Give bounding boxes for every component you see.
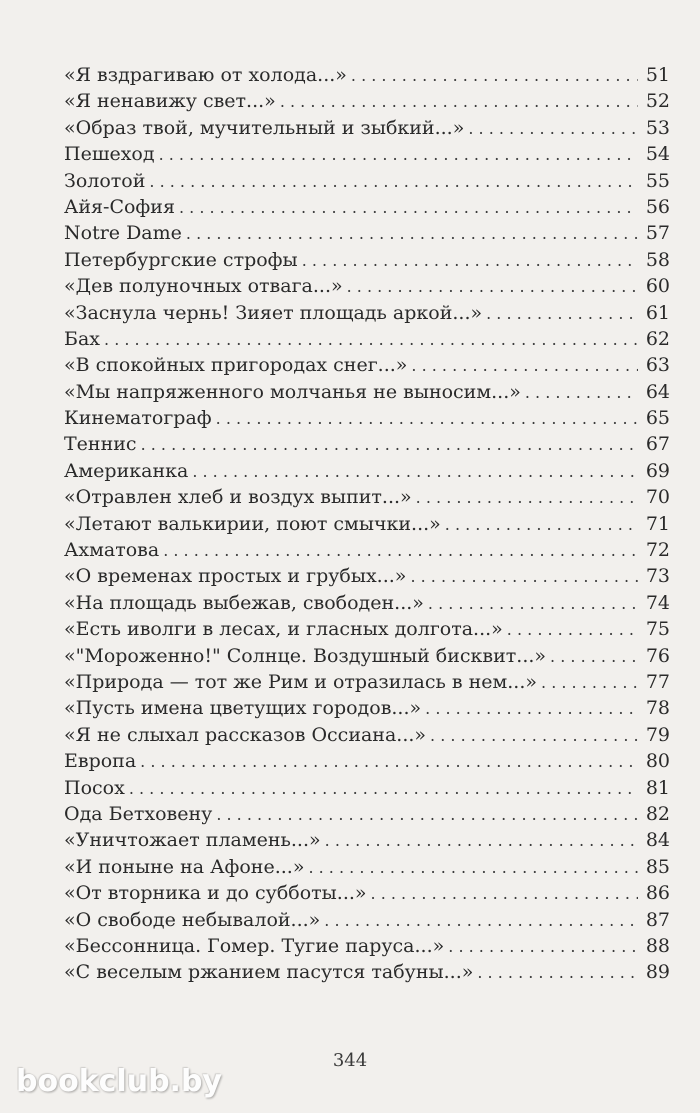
toc-entry-title: Ода Бетховену (64, 802, 213, 825)
toc-entry (64, 801, 670, 827)
toc-entry-page: 88 (645, 934, 670, 957)
toc-entry-title: «Дев полуночных отвага...» (64, 275, 343, 298)
toc-entry-title: «Летают валькирии, поют смычки...» (64, 512, 441, 535)
toc-entry-page: 61 (645, 301, 670, 324)
toc-entry (64, 168, 670, 194)
toc-entry (64, 511, 670, 537)
toc-entry-page: 75 (645, 618, 670, 641)
toc-entry-title: Теннис (64, 433, 137, 456)
toc-entry-page: 79 (645, 723, 670, 746)
toc-entry-page: 60 (645, 275, 670, 298)
toc-entry (64, 247, 670, 273)
toc-dot-leader (280, 89, 638, 115)
toc-entry-title: Notre Dame (64, 222, 182, 245)
toc-dot-leader (308, 855, 638, 881)
toc-dot-leader (324, 908, 638, 934)
toc-entry-title: «О временах простых и грубых...» (64, 565, 407, 588)
toc-dot-leader (179, 195, 638, 221)
toc-entry (64, 643, 670, 669)
toc-entry-title: Бах (64, 327, 101, 350)
toc-entry-page: 55 (645, 169, 670, 192)
toc-entry-page: 51 (645, 64, 670, 86)
toc-entry-title: «С веселым ржанием пасутся табуны...» (64, 961, 474, 984)
toc-entry (64, 458, 670, 484)
toc-entry-page: 81 (645, 776, 670, 799)
toc-entry (64, 115, 670, 141)
toc-entry-page: 84 (645, 829, 670, 852)
toc-dot-leader (371, 881, 638, 907)
toc-entry-page: 69 (645, 459, 670, 482)
toc-entry-title: «От вторника и до субботы...» (64, 882, 367, 905)
toc-entry (64, 854, 670, 880)
toc-entry-title: Пешеход (64, 143, 155, 166)
toc-dot-leader (507, 617, 638, 643)
toc-dot-leader (186, 221, 638, 247)
toc-entry-page: 85 (645, 855, 670, 878)
toc-entry-title: Кинематограф (64, 407, 212, 430)
watermark: bookclub.by (16, 1064, 222, 1099)
toc-entry (64, 880, 670, 906)
toc-entry-title: «Образ твой, мучительный и зыбкий...» (64, 116, 465, 139)
toc-entry-title: «Природа — тот же Рим и отразилась в нем...» (64, 670, 538, 693)
toc-dot-leader (216, 802, 638, 828)
toc-entry-title: «Мы напряженного молчанья не выносим...» (64, 380, 521, 403)
toc-dot-leader (541, 670, 638, 696)
toc-entry-page: 80 (645, 750, 670, 773)
toc-entry-title: «Уничтожает пламень...» (64, 829, 321, 852)
toc-entry-page: 58 (645, 248, 670, 271)
toc-entry (64, 88, 670, 114)
toc-entry (64, 590, 670, 616)
toc-entry (64, 326, 670, 352)
toc-entry (64, 775, 670, 801)
toc-entry-title: «Заснула чернь! Зияет площадь аркой...» (64, 301, 483, 324)
toc-dot-leader (410, 564, 638, 590)
toc-dot-leader (302, 248, 638, 274)
toc-entry-title: Ахматова (64, 539, 160, 562)
toc-entry (64, 827, 670, 853)
toc-entry-page: 73 (645, 565, 670, 588)
toc-dot-leader (192, 459, 638, 485)
toc-entry (64, 405, 670, 431)
toc-dot-leader (416, 485, 638, 511)
toc-entry-title: «Я вздрагиваю от холода...» (64, 64, 347, 86)
toc-entry-page: 54 (645, 143, 670, 166)
toc-entry-title: «Бессонница. Гомер. Тугие паруса...» (64, 934, 445, 957)
page-number: 344 (332, 1050, 368, 1071)
toc-entry-title: «Пусть имена цветущих городов...» (64, 697, 422, 720)
toc-entry-page: 71 (645, 512, 670, 535)
toc-entry-title: Золотой (64, 169, 146, 192)
toc-entry-title: Айя-София (64, 195, 175, 218)
toc-entry-page: 74 (645, 591, 670, 614)
toc-entry-page: 67 (645, 433, 670, 456)
toc-entry-page: 56 (645, 195, 670, 218)
toc-entry (64, 220, 670, 246)
toc-entry-page: 86 (645, 882, 670, 905)
toc-entry (64, 563, 670, 589)
toc-dot-leader (141, 432, 638, 458)
toc-entry (64, 484, 670, 510)
toc-entry-page: 78 (645, 697, 670, 720)
toc-dot-leader (428, 591, 638, 617)
toc-entry-page: 64 (645, 380, 670, 403)
toc-entry-page: 70 (645, 486, 670, 509)
toc-entry-title: Петербургские строфы (64, 248, 298, 271)
toc-entry-page: 57 (645, 222, 670, 245)
toc-dot-leader (347, 274, 638, 300)
toc-entry-title: Посох (64, 776, 125, 799)
toc-entry-title: «Я ненавижу свет...» (64, 90, 276, 113)
toc-entry (64, 959, 670, 985)
toc-entry-page: 77 (645, 670, 670, 693)
toc-dot-leader (486, 301, 638, 327)
toc-entry (64, 352, 670, 378)
toc-entry-title: «На площадь выбежав, свободен...» (64, 591, 424, 614)
toc-entry (64, 537, 670, 563)
toc-entry (64, 616, 670, 642)
toc-dot-leader (140, 749, 638, 775)
toc-entry (64, 722, 670, 748)
toc-entry-title: «В спокойных пригородах снег...» (64, 354, 408, 377)
toc-entry-page: 52 (645, 90, 670, 113)
toc-entry-title: «О свободе небывалой...» (64, 908, 321, 931)
toc-entry (64, 748, 670, 774)
table-of-contents (64, 62, 670, 986)
toc-dot-leader (159, 142, 638, 168)
toc-dot-leader (216, 406, 638, 432)
toc-dot-leader (448, 934, 638, 960)
toc-entry (64, 669, 670, 695)
toc-entry (64, 194, 670, 220)
toc-dot-leader (149, 169, 638, 195)
toc-dot-leader (411, 353, 638, 379)
toc-entry-title: Американка (64, 459, 189, 482)
toc-entry (64, 273, 670, 299)
toc-dot-leader (430, 723, 638, 749)
toc-dot-leader (525, 380, 638, 406)
toc-dot-leader (129, 776, 638, 802)
toc-dot-leader (445, 512, 638, 538)
toc-dot-leader (104, 327, 638, 353)
toc-entry (64, 141, 670, 167)
toc-entry (64, 62, 670, 88)
toc-entry-page: 53 (645, 116, 670, 139)
toc-entry-page: 65 (645, 407, 670, 430)
toc-entry (64, 933, 670, 959)
toc-entry-page: 63 (645, 354, 670, 377)
toc-entry-page: 62 (645, 327, 670, 350)
toc-entry (64, 300, 670, 326)
toc-dot-leader (325, 828, 638, 854)
toc-entry-page: 72 (645, 539, 670, 562)
toc-entry (64, 431, 670, 457)
toc-entry (64, 907, 670, 933)
toc-dot-leader (468, 116, 638, 142)
toc-entry (64, 695, 670, 721)
toc-entry-title: «Есть иволги в лесах, и гласных долгота...» (64, 618, 503, 641)
toc-dot-leader (550, 644, 638, 670)
toc-entry-page: 82 (645, 802, 670, 825)
toc-entry-page: 87 (645, 908, 670, 931)
toc-dot-leader (351, 63, 638, 89)
toc-entry-title: «Я не слыхал рассказов Оссиана...» (64, 723, 427, 746)
toc-entry-title: «Отравлен хлеб и воздух выпит...» (64, 486, 412, 509)
toc-dot-leader (425, 696, 638, 722)
toc-entry-page: 89 (645, 961, 670, 984)
toc-entry-title: «И поныне на Афоне...» (64, 855, 305, 878)
toc-entry-title: «"Мороженно!" Солнце. Воздушный бисквит...» (64, 644, 547, 667)
toc-entry-page: 76 (645, 644, 670, 667)
toc-entry (64, 379, 670, 405)
toc-dot-leader (163, 538, 638, 564)
toc-dot-leader (477, 960, 638, 986)
toc-entry-title: Европа (64, 750, 137, 773)
